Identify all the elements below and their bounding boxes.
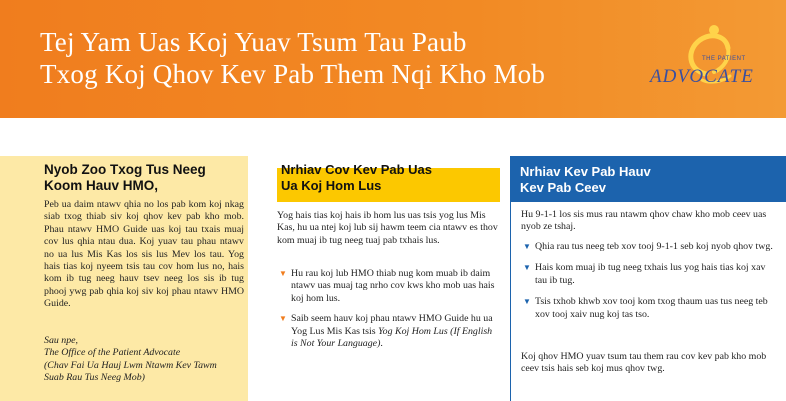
welcome-body: Peb ua daim ntawv qhia no los pab kom koj nkag siab txog thiab siv koj qhov kev pab kho mob. Phau ntawv HMO Guide uas koj tau txais muaj cov lus qhia ntau dua. Koj yuav tau phau ntawv no ua lus Mis Kas los sis lus Mev los tau. Yog hais tias koj nyeem tsis tau cov hom lus no, hais kom ib tug neeg hauv tsev neeg los sis ib tug phooj ywg pab qhia koj siv koj phau ntawv HMO Guide.: [44, 199, 244, 310]
emergency-bullet-3: Tsis txhob khwb xov tooj kom txog thaum uas tus neeg teb xov tooj xaiv nug koj tas tso.: [535, 296, 768, 320]
language-bullet-2-italic: Yog Koj Hom Lus (If English is Not Your Language): [291, 325, 493, 350]
page-title: [40, 26, 600, 90]
list-item: [521, 262, 776, 287]
bullet-icon: ▼: [279, 314, 287, 324]
header-banner: [0, 0, 786, 118]
bullet-icon: ▼: [523, 263, 531, 273]
office-hmong-line-1: (Chav Fai Ua Hauj Lwm Ntawm Kev Tawm: [44, 359, 217, 371]
office-hmong-line-2: Suab Rau Tus Neeg Mob): [44, 372, 145, 384]
language-heading-line-1: Nrhiav Cov Kev Pab Uas: [281, 162, 433, 177]
list-item: [277, 313, 498, 350]
welcome-heading: [44, 162, 244, 194]
language-heading-line-2: Ua Koj Hom Lus: [281, 178, 382, 193]
title-line-1: Tej Yam Uas Koj Yuav Tsum Tau Paub: [40, 27, 467, 57]
emergency-intro: Hu 9-1-1 los sis mus rau ntawm qhov chaw kho mob ceev uas nyob ze tshaj.: [521, 209, 767, 233]
sign-off: Sau npe,: [44, 335, 79, 346]
title-line-2: Txog Koj Qhov Kev Pab Them Nqi Kho Mob: [40, 59, 546, 89]
emergency-bullet-list: [521, 241, 776, 330]
welcome-signature: [44, 335, 248, 385]
logo-small-text: THE PATIENT: [702, 56, 746, 62]
language-bullet-list: [277, 268, 498, 358]
bullet-icon: ▼: [279, 269, 287, 278]
patient-advocate-logo: [644, 22, 774, 92]
list-item: [521, 296, 776, 321]
welcome-heading-line-2: Koom Hauv HMO,: [44, 178, 159, 193]
bullet-icon: ▼: [523, 242, 531, 251]
emergency-heading-line-1: Nrhiav Kev Pab Hauv: [520, 164, 651, 179]
emergency-heading: [520, 164, 750, 196]
welcome-heading-line-1: Nyob Zoo Txog Tus Neeg: [44, 162, 206, 177]
language-intro: Yog hais tias koj hais ib hom lus uas tsis yog lus Mis Kas, hu ua ntej koj lub sij hawm teem cia ntawv es thov kom muaj ib tug neeg tuaj pab txhais lus.: [277, 210, 498, 246]
language-bullet-2-end: .: [380, 338, 383, 350]
emergency-outro: Koj qhov HMO yuav tsum tau them rau cov kev pab kho mob ceev tsis hais seb koj mus qhov twg.: [521, 351, 767, 375]
list-item: [277, 268, 498, 305]
language-bullet-2: Saib seem hauv koj phau ntawv HMO Guide hu ua Yog Lus Mis Kas tsis: [291, 313, 493, 337]
language-heading: [281, 162, 496, 194]
language-bullet-1: Hu rau koj lub HMO thiab nug kom muab ib daim ntawv uas muaj tag nrho cov kws kho mob uas hais koj hom lus.: [291, 268, 495, 304]
emergency-bullet-1: Qhia rau tus neeg teb xov tooj 9-1-1 seb koj nyob qhov twg.: [535, 241, 773, 252]
emergency-heading-line-2: Kev Pab Ceev: [520, 180, 606, 195]
logo-main-text: ADVOCATE: [650, 66, 754, 87]
emergency-bullet-2: Hais kom muaj ib tug neeg txhais lus yog hais tias koj xav tau ib tug.: [535, 262, 766, 286]
bullet-icon: ▼: [523, 297, 531, 307]
list-item: [521, 241, 776, 253]
office-name: The Office of the Patient Advocate: [44, 347, 181, 359]
